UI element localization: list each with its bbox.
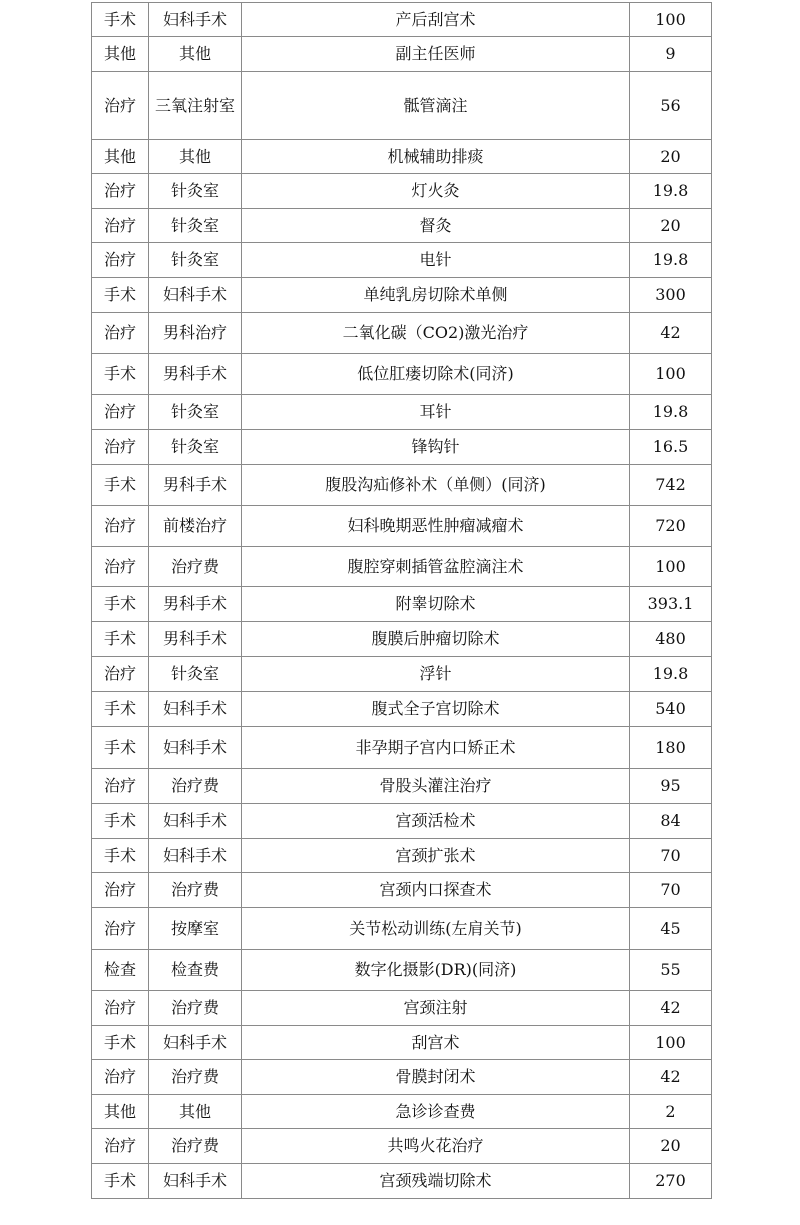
category-cell: 手术 [92, 354, 149, 395]
table-row [92, 804, 712, 839]
price-cell: 55 [630, 950, 712, 991]
department-cell: 治疗费 [149, 547, 242, 587]
item-name-cell: 刮宫术 [242, 1026, 630, 1060]
price-cell: 100 [630, 1026, 712, 1060]
table-row [92, 72, 712, 140]
category-cell: 治疗 [92, 174, 149, 209]
department-cell: 针灸室 [149, 209, 242, 243]
item-name-cell: 关节松动训练(左肩关节) [242, 908, 630, 950]
category-cell: 手术 [92, 587, 149, 622]
department-cell: 男科手术 [149, 622, 242, 657]
department-cell: 针灸室 [149, 430, 242, 465]
item-name-cell: 锋钩针 [242, 430, 630, 465]
table-row [92, 692, 712, 727]
price-cell: 42 [630, 991, 712, 1026]
category-cell: 手术 [92, 727, 149, 769]
item-name-cell: 耳针 [242, 395, 630, 430]
price-cell: 742 [630, 465, 712, 506]
price-cell: 480 [630, 622, 712, 657]
item-name-cell: 宫颈残端切除术 [242, 1164, 630, 1199]
category-cell: 治疗 [92, 243, 149, 278]
category-cell: 手术 [92, 278, 149, 313]
item-name-cell: 非孕期子宫内口矫正术 [242, 727, 630, 769]
price-cell: 20 [630, 140, 712, 174]
category-cell: 治疗 [92, 72, 149, 140]
department-cell: 妇科手术 [149, 1026, 242, 1060]
item-name-cell: 急诊诊查费 [242, 1095, 630, 1129]
department-cell: 前楼治疗 [149, 506, 242, 547]
item-name-cell: 机械辅助排痰 [242, 140, 630, 174]
department-cell: 治疗费 [149, 769, 242, 804]
item-name-cell: 低位肛瘘切除术(同济) [242, 354, 630, 395]
table-row [92, 140, 712, 174]
category-cell: 其他 [92, 1095, 149, 1129]
price-cell: 19.8 [630, 657, 712, 692]
category-cell: 手术 [92, 1026, 149, 1060]
item-name-cell: 妇科晚期恶性肿瘤减瘤术 [242, 506, 630, 547]
department-cell: 三氧注射室 [149, 72, 242, 140]
table-row [92, 547, 712, 587]
category-cell: 治疗 [92, 1129, 149, 1164]
table-row [92, 278, 712, 313]
department-cell: 妇科手术 [149, 839, 242, 873]
department-cell: 按摩室 [149, 908, 242, 950]
item-name-cell: 宫颈活检术 [242, 804, 630, 839]
department-cell: 妇科手术 [149, 804, 242, 839]
table-row [92, 313, 712, 354]
table-row [92, 727, 712, 769]
item-name-cell: 腹腔穿刺插管盆腔滴注术 [242, 547, 630, 587]
department-cell: 妇科手术 [149, 1164, 242, 1199]
price-cell: 720 [630, 506, 712, 547]
item-name-cell: 电针 [242, 243, 630, 278]
price-cell: 100 [630, 3, 712, 37]
price-cell: 70 [630, 839, 712, 873]
category-cell: 治疗 [92, 908, 149, 950]
table-row [92, 395, 712, 430]
department-cell: 妇科手术 [149, 692, 242, 727]
category-cell: 其他 [92, 140, 149, 174]
price-cell: 300 [630, 278, 712, 313]
category-cell: 手术 [92, 3, 149, 37]
category-cell: 手术 [92, 692, 149, 727]
table-row [92, 430, 712, 465]
department-cell: 针灸室 [149, 657, 242, 692]
table-row [92, 465, 712, 506]
table-row [92, 1164, 712, 1199]
category-cell: 治疗 [92, 657, 149, 692]
price-cell: 2 [630, 1095, 712, 1129]
item-name-cell: 浮针 [242, 657, 630, 692]
price-cell: 19.8 [630, 243, 712, 278]
table-row [92, 873, 712, 908]
fee-table-body [92, 3, 712, 1199]
price-cell: 16.5 [630, 430, 712, 465]
category-cell: 治疗 [92, 430, 149, 465]
category-cell: 手术 [92, 804, 149, 839]
department-cell: 针灸室 [149, 395, 242, 430]
table-row [92, 1095, 712, 1129]
department-cell: 针灸室 [149, 174, 242, 209]
department-cell: 男科手术 [149, 587, 242, 622]
department-cell: 男科手术 [149, 465, 242, 506]
table-row [92, 1060, 712, 1095]
price-cell: 19.8 [630, 395, 712, 430]
price-cell: 56 [630, 72, 712, 140]
item-name-cell: 数字化摄影(DR)(同济) [242, 950, 630, 991]
price-cell: 70 [630, 873, 712, 908]
item-name-cell: 宫颈内口探查术 [242, 873, 630, 908]
item-name-cell: 宫颈注射 [242, 991, 630, 1026]
category-cell: 治疗 [92, 1060, 149, 1095]
category-cell: 治疗 [92, 873, 149, 908]
department-cell: 针灸室 [149, 243, 242, 278]
department-cell: 妇科手术 [149, 727, 242, 769]
item-name-cell: 腹式全子宫切除术 [242, 692, 630, 727]
fee-table [91, 2, 712, 1199]
department-cell: 治疗费 [149, 1060, 242, 1095]
department-cell: 妇科手术 [149, 278, 242, 313]
table-row [92, 354, 712, 395]
price-cell: 20 [630, 209, 712, 243]
price-cell: 270 [630, 1164, 712, 1199]
category-cell: 治疗 [92, 547, 149, 587]
price-cell: 42 [630, 313, 712, 354]
category-cell: 治疗 [92, 209, 149, 243]
department-cell: 治疗费 [149, 873, 242, 908]
item-name-cell: 骨膜封闭术 [242, 1060, 630, 1095]
price-cell: 100 [630, 547, 712, 587]
price-cell: 42 [630, 1060, 712, 1095]
table-row [92, 1026, 712, 1060]
category-cell: 其他 [92, 37, 149, 72]
table-row [92, 587, 712, 622]
table-row [92, 174, 712, 209]
item-name-cell: 灯火灸 [242, 174, 630, 209]
category-cell: 检查 [92, 950, 149, 991]
category-cell: 治疗 [92, 991, 149, 1026]
category-cell: 治疗 [92, 506, 149, 547]
category-cell: 手术 [92, 622, 149, 657]
table-row [92, 243, 712, 278]
category-cell: 手术 [92, 839, 149, 873]
table-row [92, 839, 712, 873]
item-name-cell: 副主任医师 [242, 37, 630, 72]
item-name-cell: 骨股头灌注治疗 [242, 769, 630, 804]
table-row [92, 209, 712, 243]
item-name-cell: 单纯乳房切除术单侧 [242, 278, 630, 313]
item-name-cell: 产后刮宫术 [242, 3, 630, 37]
department-cell: 妇科手术 [149, 3, 242, 37]
category-cell: 治疗 [92, 769, 149, 804]
item-name-cell: 共鸣火花治疗 [242, 1129, 630, 1164]
item-name-cell: 腹股沟疝修补术（单侧）(同济) [242, 465, 630, 506]
category-cell: 治疗 [92, 395, 149, 430]
price-cell: 95 [630, 769, 712, 804]
department-cell: 其他 [149, 37, 242, 72]
price-cell: 540 [630, 692, 712, 727]
category-cell: 治疗 [92, 313, 149, 354]
price-cell: 45 [630, 908, 712, 950]
department-cell: 男科手术 [149, 354, 242, 395]
department-cell: 治疗费 [149, 991, 242, 1026]
table-row [92, 622, 712, 657]
table-row [92, 950, 712, 991]
category-cell: 手术 [92, 465, 149, 506]
item-name-cell: 宫颈扩张术 [242, 839, 630, 873]
price-cell: 19.8 [630, 174, 712, 209]
table-row [92, 3, 712, 37]
price-cell: 84 [630, 804, 712, 839]
item-name-cell: 骶管滴注 [242, 72, 630, 140]
item-name-cell: 附睾切除术 [242, 587, 630, 622]
table-row [92, 991, 712, 1026]
table-row [92, 657, 712, 692]
price-cell: 180 [630, 727, 712, 769]
department-cell: 其他 [149, 1095, 242, 1129]
category-cell: 手术 [92, 1164, 149, 1199]
department-cell: 男科治疗 [149, 313, 242, 354]
table-row [92, 37, 712, 72]
item-name-cell: 督灸 [242, 209, 630, 243]
item-name-cell: 二氧化碳（CO2)激光治疗 [242, 313, 630, 354]
price-cell: 9 [630, 37, 712, 72]
price-cell: 393.1 [630, 587, 712, 622]
table-row [92, 908, 712, 950]
table-row [92, 506, 712, 547]
table-row [92, 769, 712, 804]
table-row [92, 1129, 712, 1164]
department-cell: 检查费 [149, 950, 242, 991]
department-cell: 治疗费 [149, 1129, 242, 1164]
price-cell: 20 [630, 1129, 712, 1164]
item-name-cell: 腹膜后肿瘤切除术 [242, 622, 630, 657]
price-cell: 100 [630, 354, 712, 395]
department-cell: 其他 [149, 140, 242, 174]
